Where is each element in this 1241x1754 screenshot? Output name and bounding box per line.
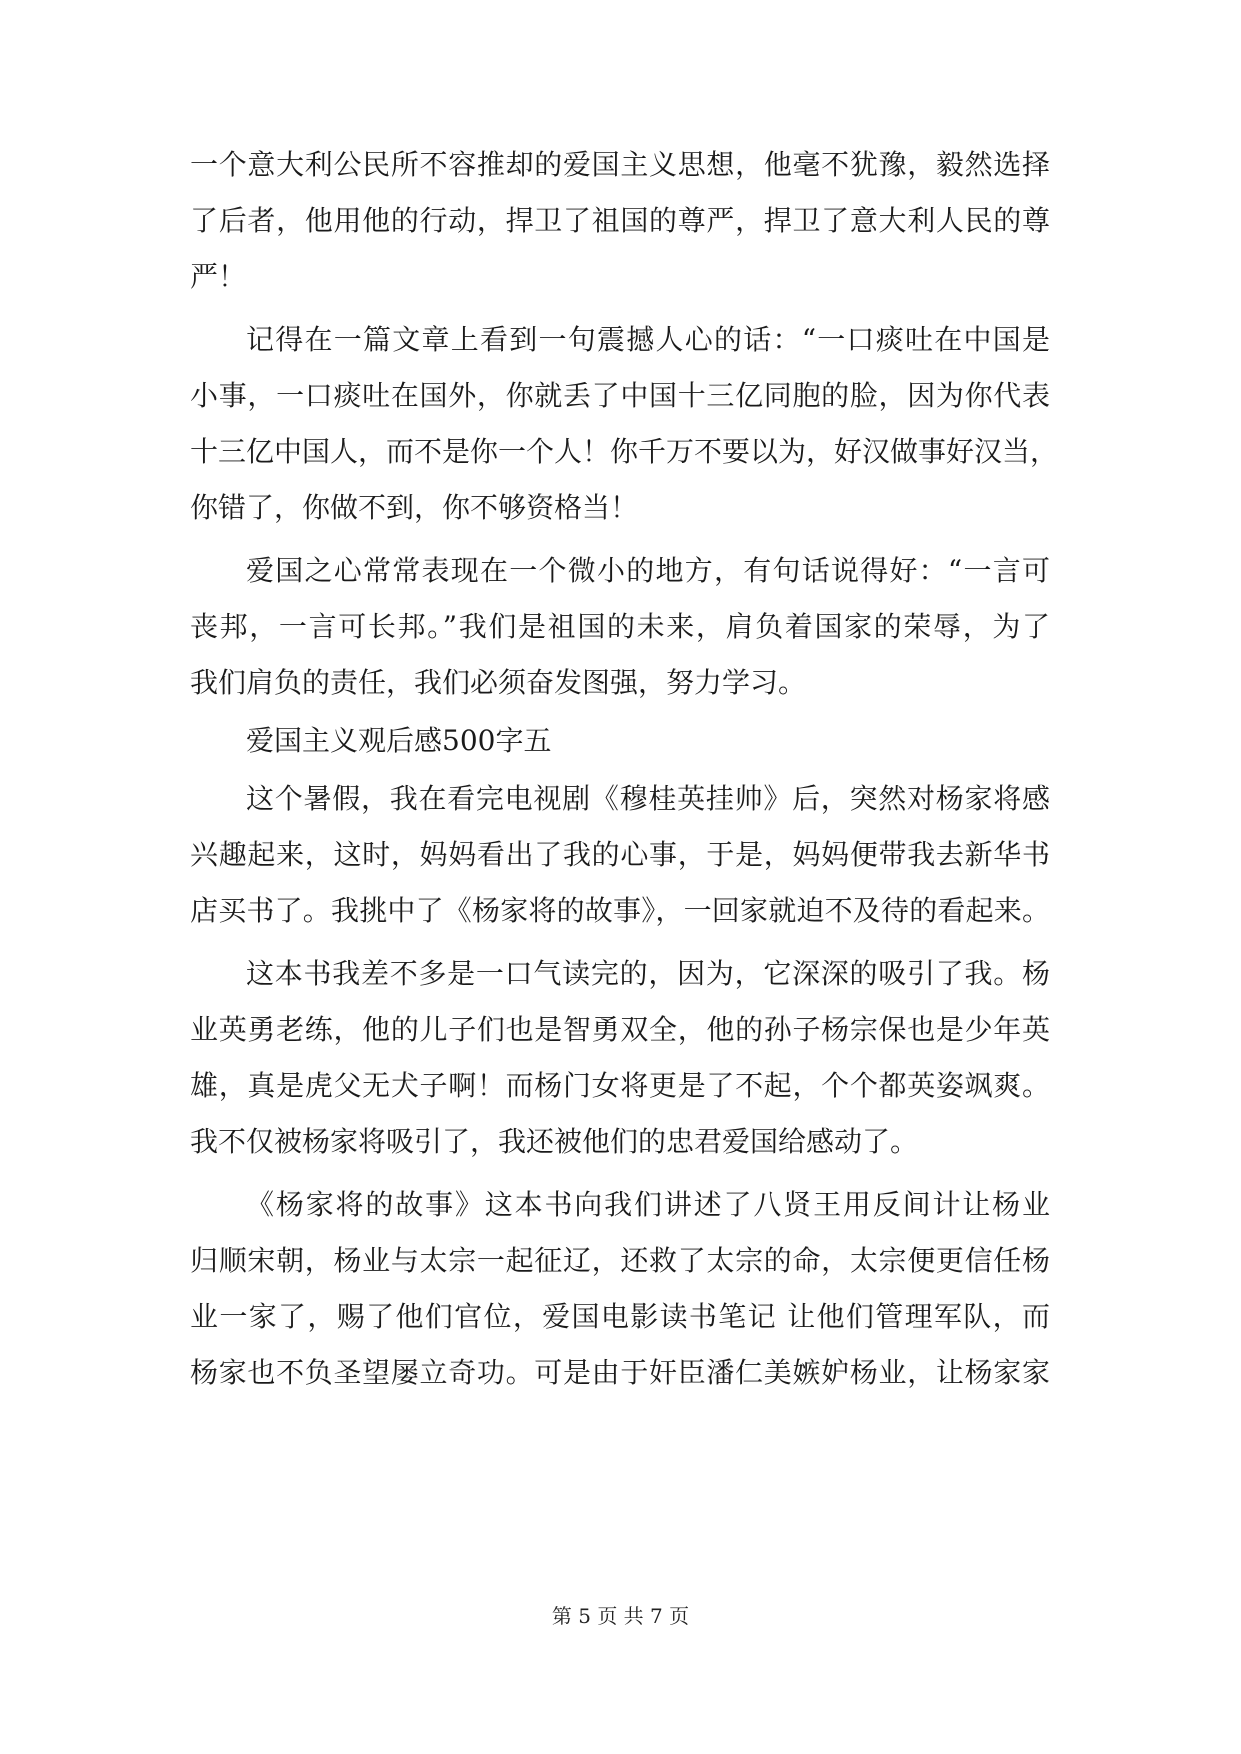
text-line: 我们肩负的责任，我们必须奋发图强，努力学习。 xyxy=(190,666,807,699)
text-line: 雄，真是虎父无犬子啊！而杨门女将更是了不起，个个都英姿飒爽。 xyxy=(190,1069,1050,1102)
text-line: 爱国之心常常表现在一个微小的地方，有句话说得好：“一言可 xyxy=(246,554,1050,587)
text-line: 小事，一口痰吐在国外，你就丢了中国十三亿同胞的脸，因为你代表 xyxy=(190,379,1050,412)
text-line: 严！ xyxy=(190,260,247,293)
text-line: 店买书了。我挑中了《杨家将的故事》，一回家就迫不及待的看起来。 xyxy=(190,894,1050,927)
text-line: 业一家了，赐了他们官位，爱国电影读书笔记 让他们管理军队，而 xyxy=(190,1300,1050,1333)
text-line: 这个暑假，我在看完电视剧《穆桂英挂帅》后，突然对杨家将感 xyxy=(246,782,1050,815)
text-line: 记得在一篇文章上看到一句震撼人心的话：“一口痰吐在中国是 xyxy=(246,323,1050,356)
text-line: 《杨家将的故事》这本书向我们讲述了八贤王用反间计让杨业 xyxy=(246,1188,1050,1221)
text-line: 你错了，你做不到，你不够资格当！ xyxy=(190,491,639,524)
text-line: 杨家也不负圣望屡立奇功。可是由于奸臣潘仁美嫉妒杨业，让杨家家 xyxy=(190,1356,1050,1389)
text-line: 业英勇老练，他的儿子们也是智勇双全，他的孙子杨宗保也是少年英 xyxy=(190,1013,1050,1046)
text-line: 丧邦，一言可长邦。”我们是祖国的未来，肩负着国家的荣辱，为了 xyxy=(190,610,1050,643)
text-line: 这本书我差不多是一口气读完的，因为，它深深的吸引了我。杨 xyxy=(246,957,1050,990)
page-footer: 第 5 页 共 7 页 xyxy=(551,1604,690,1628)
section-heading: 爱国主义观后感500字五 xyxy=(246,724,552,757)
text-line: 兴趣起来，这时，妈妈看出了我的心事，于是，妈妈便带我去新华书 xyxy=(190,838,1050,871)
text-line: 归顺宋朝，杨业与太宗一起征辽，还救了太宗的命，太宗便更信任杨 xyxy=(190,1244,1050,1277)
text-line: 我不仅被杨家将吸引了，我还被他们的忠君爱国给感动了。 xyxy=(190,1125,919,1158)
text-line: 了后者，他用他的行动，捍卫了祖国的尊严，捍卫了意大利人民的尊 xyxy=(190,204,1050,237)
text-line: 十三亿中国人，而不是你一个人！你千万不要以为，好汉做事好汉当， xyxy=(190,435,1059,468)
text-line: 一个意大利公民所不容推却的爱国主义思想，他毫不犹豫，毅然选择 xyxy=(190,148,1050,181)
